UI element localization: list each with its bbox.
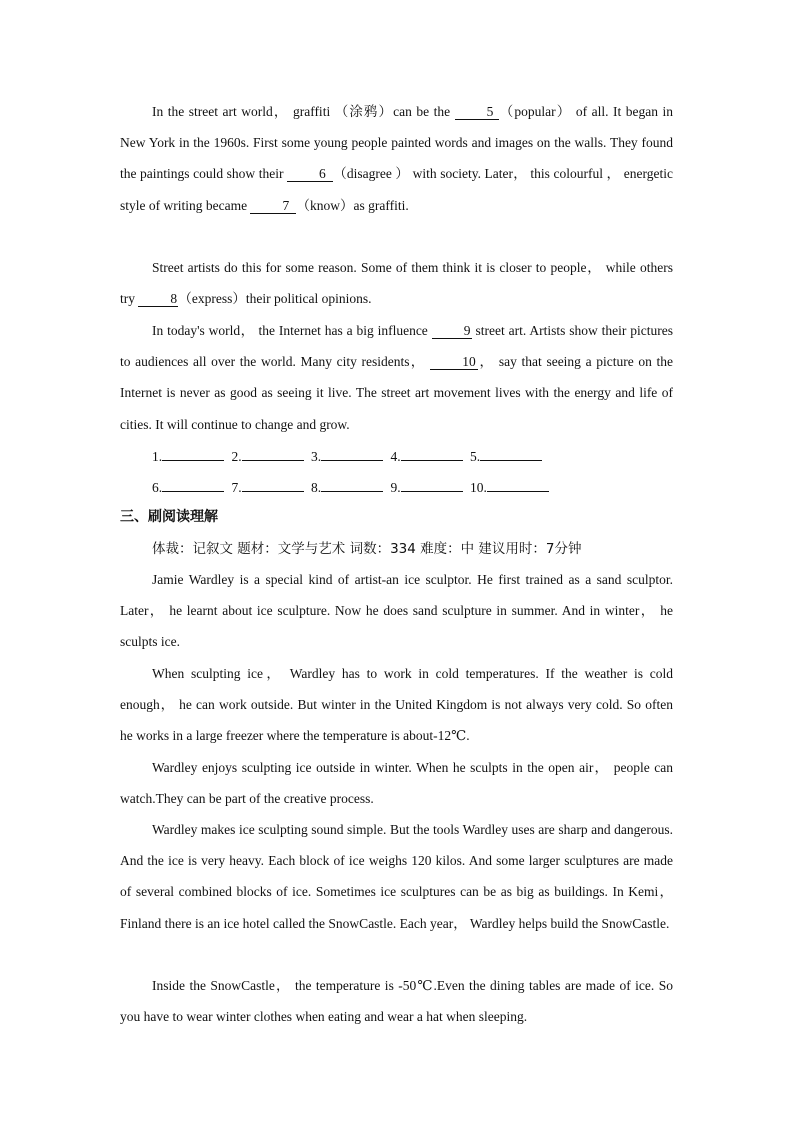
cloze-paragraph-1 <box>120 96 673 221</box>
answer-slot[interactable]: 1. <box>152 446 224 467</box>
reading-meta-info: 体裁：记叙文 题材：文学与艺术 词数：334 难度：中 建议用时：7分钟 <box>152 541 582 557</box>
cloze-paragraph-2 <box>120 252 673 314</box>
answer-blank-5: 5 <box>455 104 499 120</box>
answer-row-1 <box>152 446 546 467</box>
cloze-text: Street artists do this for some reason. Some of them think it is closer to people， while others try <box>120 260 673 307</box>
cloze-text: （disagree ） with society. Later， this colourful ， energetic style of writing became <box>120 166 673 213</box>
answer-row-2 <box>152 477 553 498</box>
cloze-text: ， say that seeing a picture on the Internet is never as good as seeing it live. The street art movement lives with the energy and life of cities. It will continue to change and grow. <box>120 354 673 432</box>
answer-slot[interactable]: 7. <box>232 477 304 498</box>
reading-paragraph-5: Inside the SnowCastle， the temperature is -50℃.Even the dining tables are made of ice. So you have to wear winter clothes when eating and wear a hat when sleeping. <box>120 978 673 1025</box>
answer-slot[interactable]: 10. <box>470 477 549 498</box>
cloze-text: （express）their political opinions. <box>178 291 372 307</box>
answer-blank-7: 7 <box>250 198 296 214</box>
answer-slot[interactable]: 3. <box>311 446 383 467</box>
reading-paragraph-4: Wardley makes ice sculpting sound simple. But the tools Wardley uses are sharp and dangerous. And the ice is very heavy. Each block of ice weighs 120 kilos. And some larger sculptures are made of several combined blocks of ice. Sometimes ice sculptures can be as big as buildings. In Kemi， Finland there is an ice hotel called the SnowCastle. Each year， Wardley helps build the SnowCastle. <box>120 822 673 931</box>
cloze-paragraph-3 <box>120 315 673 440</box>
answer-blank-10: 10 <box>430 354 478 370</box>
cloze-text: In today's world， the Internet has a big influence <box>152 323 432 338</box>
section-title: 三、刷阅读理解 <box>120 509 218 525</box>
answer-blank-8: 8 <box>138 291 178 307</box>
reading-paragraph-2: When sculpting ice， Wardley has to work in cold temperatures. If the weather is cold enough， he can work outside. But winter in the United Kingdom is not always very cold. So often he works in a large freezer where the temperature is about-12℃. <box>120 666 673 744</box>
reading-paragraph-1: Jamie Wardley is a special kind of artist-an ice sculptor. He first trained as a sand sculptor. Later， he learnt about ice sculpture. Now he does sand sculpture in summer. And in winter， he sculpts ice. <box>120 572 673 650</box>
answer-slot[interactable]: 8. <box>311 477 383 498</box>
answer-slot[interactable]: 4. <box>391 446 463 467</box>
cloze-text: street art. Artists show their pictures to audiences all over the world. Many city residents， <box>120 323 673 370</box>
answer-slot[interactable]: 9. <box>391 477 463 498</box>
answer-blank-6: 6 <box>287 166 333 182</box>
cloze-text: （know）as graffiti. <box>296 197 409 213</box>
answer-slot[interactable]: 2. <box>232 446 304 467</box>
answer-slot[interactable]: 5. <box>470 446 542 467</box>
cloze-text: In the street art world， graffiti （涂鸦）can be the <box>152 104 455 119</box>
answer-blank-9: 9 <box>432 323 472 339</box>
reading-paragraph-3: Wardley enjoys sculpting ice outside in winter. When he sculpts in the open air， people can watch.They can be part of the creative process. <box>120 760 673 807</box>
cloze-text: （popular） of all. It began in New York in the 1960s. First some young people painted words and images on the walls. They found the paintings could show their <box>120 104 673 182</box>
answer-slot[interactable]: 6. <box>152 477 224 498</box>
